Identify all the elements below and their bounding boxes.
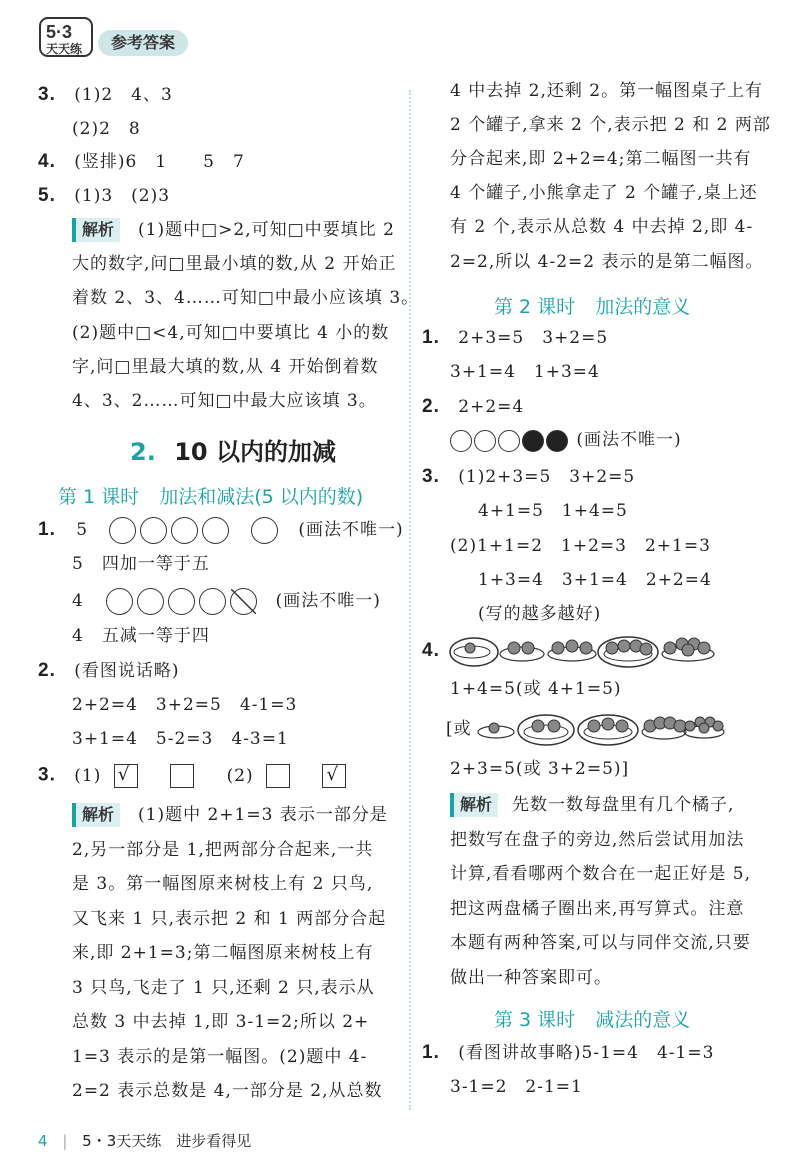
q5-number: 5.: [38, 185, 56, 206]
r-q4-number: 4.: [422, 640, 440, 661]
r-q4-alt: [446, 718, 472, 740]
analysis3-line: 把这两盘橘子圈出来,再写算式。注意: [450, 899, 745, 919]
r-q2-line1: 2+2=4: [458, 397, 525, 417]
plate-3: [548, 640, 596, 661]
r-q3-line1: (1)2+3=5 3+2=5: [458, 467, 636, 487]
q4-number: 4.: [38, 151, 56, 172]
cont-line: 有 2 个,表示从总数 4 中去掉 2,即 4-: [450, 217, 754, 237]
r-q3-block: [422, 466, 635, 488]
page-number: 4: [38, 1132, 48, 1150]
r-q3-line2: 4+1=5 1+4=5: [478, 501, 628, 521]
circle-icon: [109, 517, 136, 544]
q5-text: (1)3 (2)3: [74, 186, 171, 206]
column-divider: [409, 90, 411, 1110]
r-q1-block: [422, 327, 608, 349]
q3-number: 3.: [38, 84, 56, 105]
lesson2-heading: [494, 292, 690, 319]
l1q3-number: 3.: [38, 764, 56, 786]
r-q4-line2: 2+3=5(或 3+2=5)]: [450, 759, 630, 779]
lesson3-heading: [494, 1005, 690, 1032]
logo-icon: [38, 14, 96, 60]
q5-block: [38, 185, 170, 207]
q4-text: (竖排)6 1 5 7: [74, 152, 245, 172]
r-q1-number: 1.: [422, 327, 440, 348]
circle-icon: [202, 517, 229, 544]
filled-circle-icon: [522, 430, 544, 452]
l1q3-part2: (2): [226, 765, 254, 786]
r3-q1-line2: 3-1=2 2-1=1: [450, 1077, 583, 1097]
l1q1-row3-prefix: 4: [72, 591, 84, 611]
l1q1-number: 1.: [38, 519, 56, 540]
circle-icon: [168, 588, 195, 615]
q3-line1: (1)2 4、3: [74, 85, 173, 105]
r-q3-line3: (2)1+1=2 1+2=3 2+1=3: [450, 536, 711, 556]
plate-4: [642, 717, 686, 739]
section-number: 2.: [130, 438, 156, 466]
analysis1-line: 大的数字,问□里最小填的数,从 2 开始正: [72, 254, 397, 274]
cont-line: 分合起来,即 2+2=4;第二幅图一共有: [450, 149, 752, 169]
analysis3-line: 计算,看看哪两个数合在一起正好是 5,: [450, 864, 752, 884]
analysis1-tag: 解析: [72, 218, 120, 242]
cont-line: 4 个罐子,小熊拿走了 2 个罐子,桌上还: [450, 183, 758, 203]
l1q1-row1: [38, 517, 404, 544]
r-q4-line1: 1+4=5(或 4+1=5): [450, 679, 622, 699]
plate-5: [662, 638, 714, 661]
cont-line: 2 个罐子,拿来 2 个,表示把 2 和 2 两部: [450, 115, 771, 135]
analysis1-line: 4、3、2……可知□中最大应该填 3。: [72, 391, 377, 411]
l1q1-row1-prefix: 5: [76, 520, 89, 540]
l1q3-block: [38, 764, 352, 788]
analysis2-line: 1=3 表示的是第一幅图。(2)题中 4-: [72, 1047, 368, 1067]
cont-line: 4 中去掉 2,还剩 2。第一幅图桌子上有: [450, 81, 764, 101]
l1q2-block: [38, 660, 180, 682]
l1q1-row1-note: (画法不唯一): [298, 520, 404, 540]
plate-1: [450, 638, 498, 666]
plate-1: [478, 723, 514, 738]
analysis2-line: (1)题中 2+1=3 表示一部分是: [138, 805, 388, 825]
analysis2-tag: 解析: [72, 803, 120, 827]
circle-icon: [450, 430, 472, 452]
l1q2-line3: 3+1=4 5-2=3 4-3=1: [72, 729, 289, 749]
r-q1-line1: 2+3=5 3+2=5: [458, 328, 609, 348]
analysis1-line: (2)题中□<4,可知□中要填比 4 小的数: [72, 323, 390, 343]
plate-3: [578, 715, 638, 745]
q4-block: [38, 151, 245, 173]
lesson2-label: 第 2 课时: [494, 296, 576, 318]
plate-4: [598, 637, 658, 667]
section-heading: [130, 432, 336, 467]
svg-text:天天练: 天天练: [46, 42, 83, 56]
lesson1-title: 加法和减法(5 以内的数): [159, 486, 364, 508]
circle-icon: [199, 588, 226, 615]
l1q1-row3: [72, 588, 381, 615]
r-q2-note: (画法不唯一): [576, 430, 682, 450]
analysis3-line: 把数写在盘子的旁边,然后尝试用加法: [450, 830, 745, 850]
r-q3-line4: 1+3=4 3+1=4 2+2=4: [478, 570, 712, 590]
q3-block: [38, 84, 173, 106]
r3-q1-line1: (看图讲故事略)5-1=4 4-1=3: [458, 1043, 715, 1063]
l1q2-line2: 2+2=4 3+2=5 4-1=3: [72, 695, 298, 715]
analysis3-line: 先数一数每盘里有几个橘子,: [512, 795, 735, 815]
analysis2-line: 来,即 2+1=3;第二幅图原来树枝上有: [72, 943, 374, 963]
checkbox-checked: √: [322, 764, 346, 788]
l1q1-row4: 4 五减一等于四: [72, 626, 210, 646]
analysis3-line: 做出一种答案即可。: [450, 968, 612, 988]
lesson3-label: 第 3 课时: [494, 1009, 576, 1031]
analysis2-line: 2=2 表示总数是 4,一部分是 2,从总数: [72, 1081, 383, 1101]
analysis1-line: (1)题中□>2,可知□中要填比 2: [138, 220, 395, 240]
checkbox-empty: [170, 764, 194, 788]
plate-2: [518, 715, 574, 745]
header-logo: [38, 14, 96, 60]
orange-plates-figure-2: [476, 710, 726, 750]
l1q2-number: 2.: [38, 660, 56, 681]
circle-icon: [140, 517, 167, 544]
q3-line2: (2)2 8: [72, 119, 141, 139]
analysis2-line: 总数 3 中去掉 1,即 3-1=2;所以 2+: [72, 1012, 370, 1032]
r-q2-number: 2.: [422, 396, 440, 417]
l1q1-row2: 5 四加一等于五: [72, 554, 210, 574]
plate-2: [500, 642, 544, 661]
checkbox-empty: [266, 764, 290, 788]
l1q1-row3-note: (画法不唯一): [275, 591, 381, 611]
r-q3-number: 3.: [422, 466, 440, 487]
r3-q1-block: [422, 1042, 714, 1064]
cont-line: 2=2,所以 4-2=2 表示的是第二幅图。: [450, 252, 764, 272]
circle-icon: [137, 588, 164, 615]
filled-circle-icon: [546, 430, 568, 452]
lesson2-title: 加法的意义: [595, 296, 691, 318]
answer-badge: 参考答案: [98, 30, 188, 56]
analysis2-line: 2,另一部分是 1,把两部分合起来,一共: [72, 840, 374, 860]
analysis2-line: 又飞来 1 只,表示把 2 和 1 两部分合起: [72, 909, 387, 929]
analysis3-line: 本题有两种答案,可以与同伴交流,只要: [450, 933, 751, 953]
analysis1-line: 着数 2、3、4……可知□中最小应该填 3。: [72, 288, 420, 308]
section-title: 10 以内的加减: [174, 438, 336, 466]
analysis2-line: 3 只鸟,飞走了 1 只,还剩 2 只,表示从: [72, 978, 375, 998]
checkbox-checked: √: [114, 764, 138, 788]
lesson1-heading: [58, 482, 363, 509]
lesson3-title: 减法的意义: [595, 1009, 691, 1031]
l1q3-part1: (1): [74, 765, 102, 786]
footer-text: 5・3天天练 进步看得见: [82, 1132, 252, 1150]
plate-5: [684, 717, 724, 738]
svg-text:5·3: 5·3: [46, 22, 73, 42]
analysis1-line: 字,问□里最大填的数,从 4 开始倒着数: [72, 357, 379, 377]
circle-icon: [171, 517, 198, 544]
lesson1-label: 第 1 课时: [58, 486, 140, 508]
page-footer: 4 | 5・3天天练 进步看得见: [38, 1132, 252, 1150]
r-q3-line5: (写的越多越好): [478, 604, 602, 624]
r3-q1-number: 1.: [422, 1042, 440, 1063]
circle-icon: [474, 430, 496, 452]
r-q2-circles: [450, 429, 682, 452]
orange-plates-figure-1: [448, 632, 718, 672]
crossed-circle-icon: [230, 588, 257, 615]
r-q2-block: [422, 396, 524, 418]
l1q2-line1: (看图说话略): [74, 661, 180, 681]
analysis3-tag: 解析: [450, 793, 498, 817]
r-q4-number-row: [422, 640, 440, 662]
circle-icon: [106, 588, 133, 615]
circle-icon: [498, 430, 520, 452]
r-q4-alt-prefix: [或: [446, 719, 472, 739]
r-q1-line2: 3+1=4 1+3=4: [450, 362, 600, 382]
circle-icon: [251, 517, 278, 544]
analysis2-line: 是 3。第一幅图原来树枝上有 2 只鸟,: [72, 874, 374, 894]
